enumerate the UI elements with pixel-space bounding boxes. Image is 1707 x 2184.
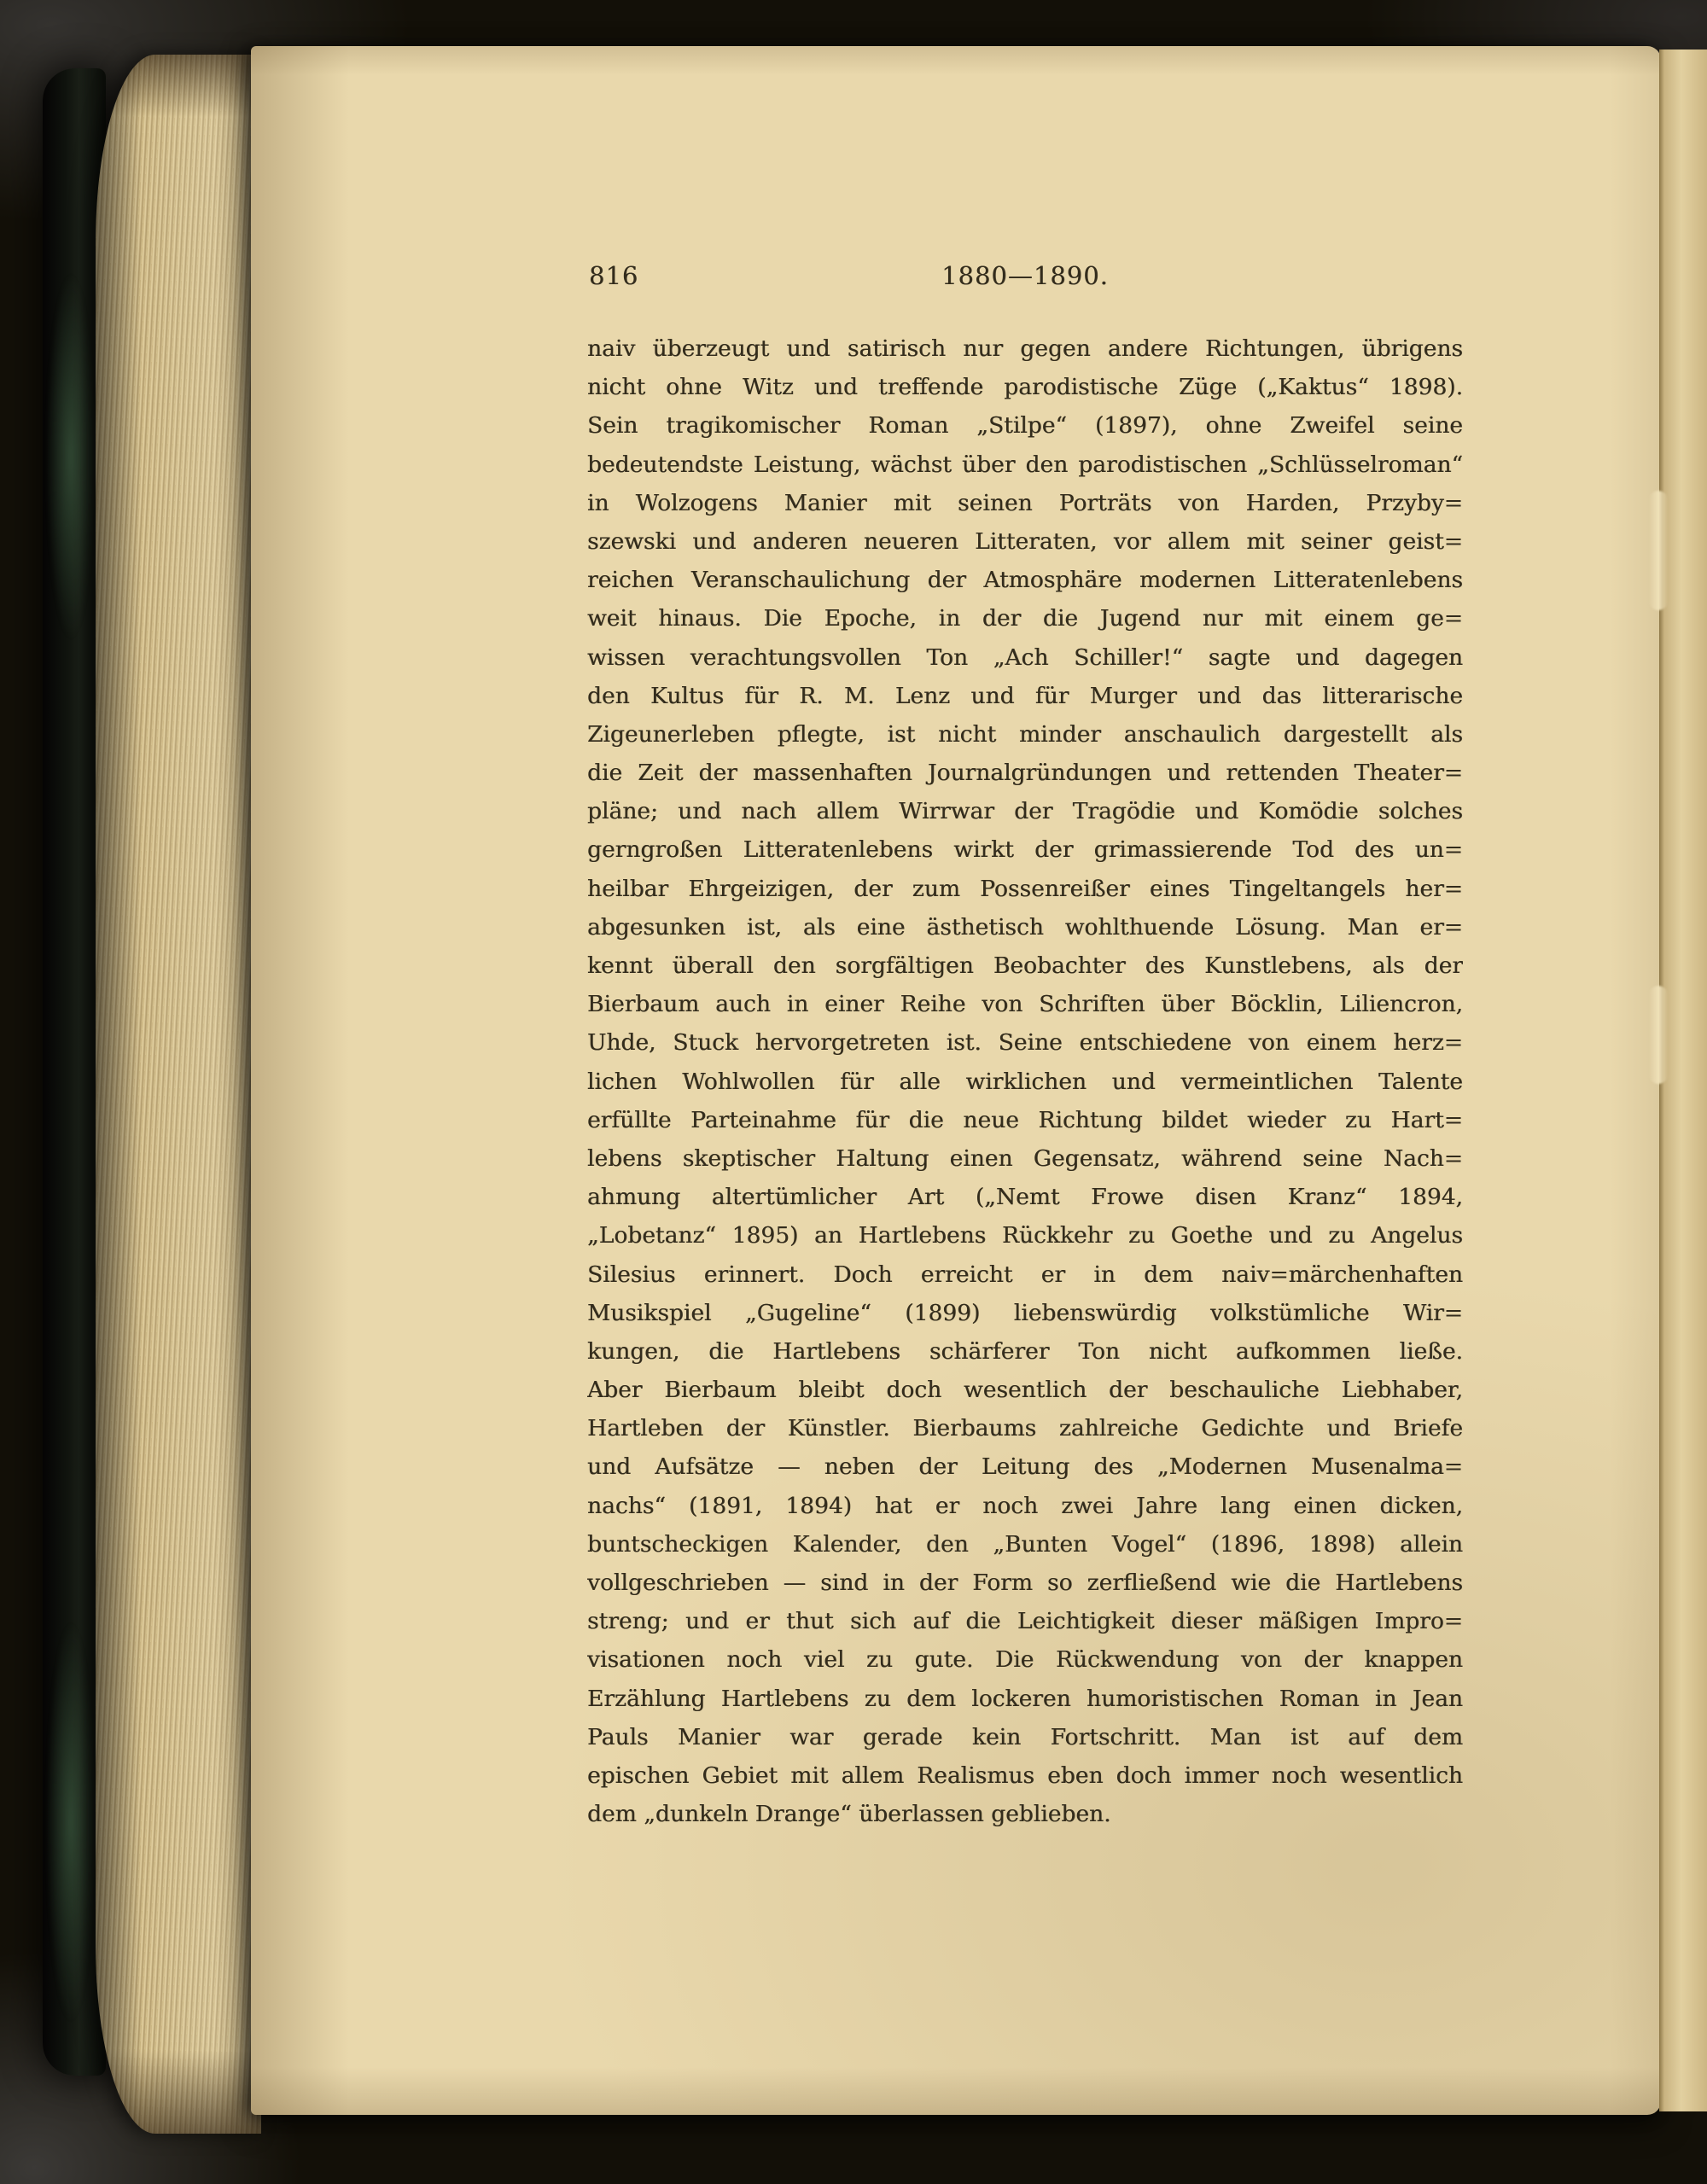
page-text-area [587,261,1463,1833]
page-edges-stack [96,55,261,2134]
text-line: die Zeit der massenhaften Journalgründungen und rettenden Theater= [587,760,1463,787]
text-line: buntscheckigen Kalender, den „Bunten Vogel“ (1896, 1898) allein [587,1530,1463,1558]
text-line: pläne; und nach allem Wirrwar der Tragödie und Komödie solches [587,798,1463,825]
text-line: dem „dunkeln Drange“ überlassen geblieben. [587,1801,1111,1828]
page-header [587,261,1463,300]
book-page [251,46,1661,2115]
text-line: epischen Gebiet mit allem Realismus eben doch immer noch wesentlich [587,1762,1463,1789]
text-line: Zigeunerleben pflegte, ist nicht minder anschaulich dargestellt als [587,720,1463,748]
text-line: lichen Wohlwollen für alle wirklichen und vermeintlichen Talente [587,1068,1463,1095]
page-number: 816 [589,261,639,290]
text-line: Erzählung Hartlebens zu dem lockeren humoristischen Roman in Jean [587,1685,1463,1712]
spine-marble-pattern [46,1622,96,2023]
text-line: Aber Bierbaum bleibt doch wesentlich der beschauliche Liebhaber, [587,1377,1463,1404]
text-line: szewski und anderen neueren Litteraten, vor allem mit seiner geist= [587,527,1463,555]
text-line: gerngroßen Litteratenlebens wirkt der grimassierende Tod des un= [587,836,1463,864]
text-line: nicht ohne Witz und treffende parodistische Züge („Kaktus“ 1898). [587,374,1463,401]
text-line: Silesius erinnert. Doch erreicht er in dem naiv=märchenhaften [587,1261,1463,1288]
text-line: lebens skeptischer Haltung einen Gegensatz, während seine Nach= [587,1144,1463,1172]
body-text [587,329,1463,1833]
text-line: Hartleben der Künstler. Bierbaums zahlreiche Gedichte und Briefe [587,1415,1463,1442]
text-line: kennt überall den sorgfältigen Beobachter des Kunstlebens, als der [587,952,1463,979]
text-line: erfüllte Parteinahme für die neue Richtung bildet wieder zu Hart= [587,1106,1463,1133]
text-line: Uhde, Stuck hervorgetreten ist. Seine entschiedene von einem herz= [587,1029,1463,1057]
text-line: „Lobetanz“ 1895) an Hartlebens Rückkehr zu Goethe und zu Angelus [587,1222,1463,1249]
text-line: Musikspiel „Gugeline“ (1899) liebenswürdig volkstümliche Wir= [587,1299,1463,1326]
text-line: und Aufsätze — neben der Leitung des „Modernen Musenalma= [587,1453,1463,1481]
text-line: Pauls Manier war gerade kein Fortschritt. Man ist auf dem [587,1723,1463,1750]
text-line: ahmung altertümlicher Art („Nemt Frowe disen Kranz“ 1894, [587,1184,1463,1211]
text-line: bedeutendste Leistung, wächst über den parodistischen „Schlüsselroman“ [587,451,1463,478]
text-line: Sein tragikomischer Roman „Stilpe“ (1897), ohne Zweifel seine [587,412,1463,440]
text-line: vollgeschrieben — sind in der Form so zerfließend wie die Hartlebens [587,1570,1463,1596]
text-line: kungen, die Hartlebens schärferer Ton nicht aufkommen ließe. [587,1337,1463,1365]
text-line: nachs“ (1891, 1894) hat er noch zwei Jahre lang einen dicken, [587,1492,1463,1519]
text-line: reichen Veranschaulichung der Atmosphäre modernen Litteratenlebens [587,567,1463,594]
running-head: 1880—1890. [941,261,1109,290]
text-line: visationen noch viel zu gute. Die Rückwendung von der knappen [587,1646,1463,1674]
spine-marble-pattern [46,273,96,640]
next-page-edge [1659,50,1707,2111]
text-line: den Kultus für R. M. Lenz und für Murger und das litterarische [587,682,1463,709]
page-corner-glint [1649,491,1668,610]
text-line: in Wolzogens Manier mit seinen Porträts von Harden, Przyby= [587,489,1463,516]
text-line: naiv überzeugt und satirisch nur gegen andere Richtungen, übrigens [587,335,1463,362]
text-line: weit hinaus. Die Epoche, in der die Jugend nur mit einem ge= [587,605,1463,632]
text-line: abgesunken ist, als eine ästhetisch wohlthuende Lösung. Man er= [587,913,1463,941]
text-line: Bierbaum auch in einer Reihe von Schriften über Böcklin, Liliencron, [587,991,1463,1018]
text-line: streng; und er thut sich auf die Leichtigkeit dieser mäßigen Impro= [587,1608,1463,1635]
text-line: wissen verachtungsvollen Ton „Ach Schiller!“ sagte und dagegen [587,644,1463,671]
page-corner-glint [1649,986,1668,1084]
text-line: heilbar Ehrgeizigen, der zum Possenreißer eines Tingeltangels her= [587,875,1463,902]
